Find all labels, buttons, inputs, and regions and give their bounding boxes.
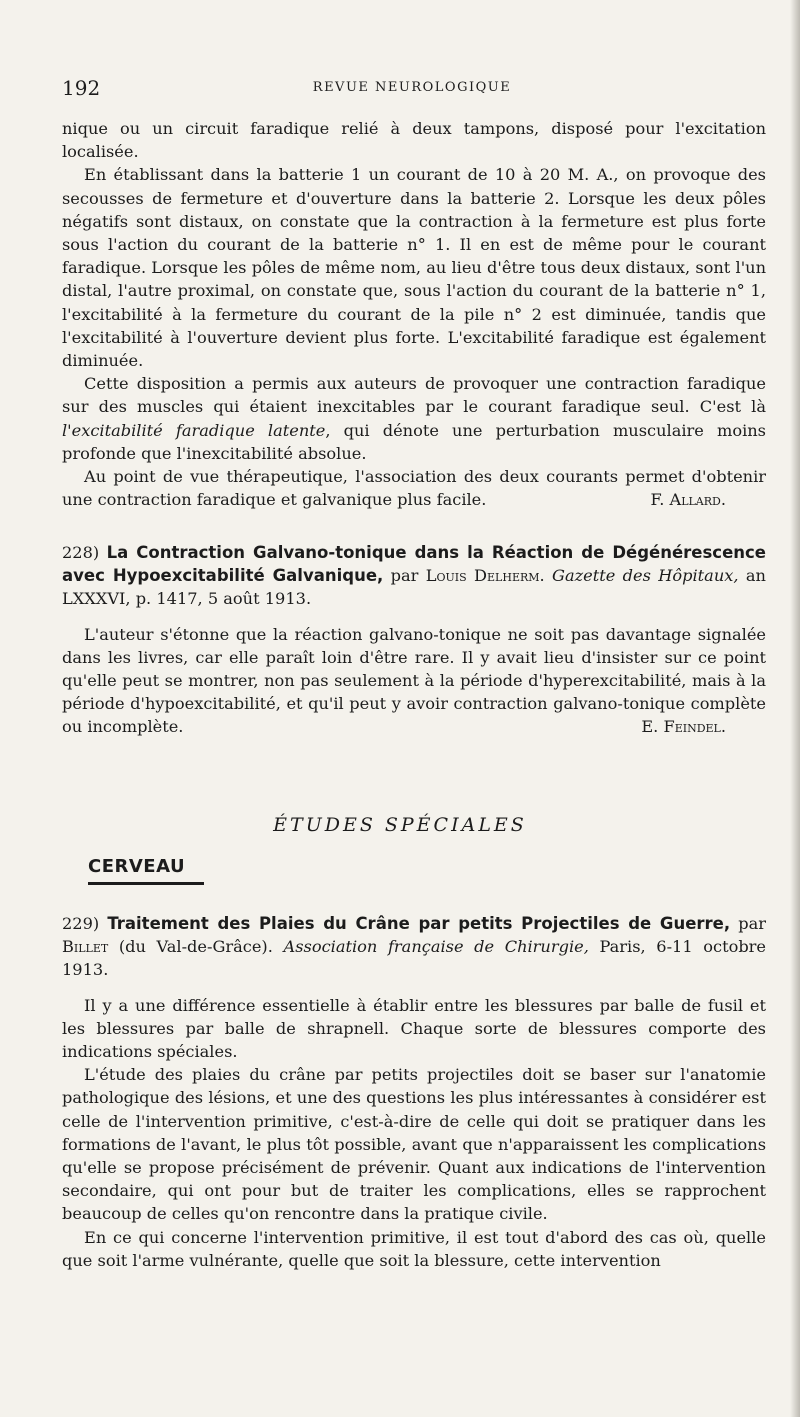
- paragraph: [62, 465, 766, 511]
- paragraph-text: Cette disposition a permis aux auteurs de provoquer une contraction faradique sur des muscles qui étaient inexcitables par le courant faradique seul. C'est là: [62, 374, 766, 417]
- author-affiliation: (du Val-de-Grâce).: [118, 937, 273, 957]
- article-reference: Paris, 6-11 octobre 1913.: [62, 937, 767, 980]
- paragraph: [62, 372, 766, 465]
- paragraph: [62, 623, 766, 739]
- article-reference: an LXXXVI, p. 1417, 5 août 1913.: [62, 566, 766, 609]
- page-edge-shadow: [790, 0, 800, 1417]
- previous-article-continuation: [62, 117, 766, 511]
- article-title: Traitement des Plaies du Crâne par petits Projectiles de Guerre,: [107, 914, 731, 933]
- article-journal: Association française de Chirurgie,: [283, 937, 589, 957]
- paragraph: L'étude des plaies du crâne par petits projectiles doit se baser sur l'anatomie pathologique des lésions, et une des questions les plus intéressantes à considérer est celle de l'intervention primitive, c'est-à-dire de celle qui doit se pratiquer dans les formations de l'avant, le plus tôt possible, avant que n'apparaissent les complications qu'elle se propose précisément de prévenir. Quant aux indications de l'intervention secondaire, qui ont pour but de traiter les complications, elles se rapprochent beaucoup de celles qu'on rencontre dans la pratique civile.: [62, 1065, 766, 1224]
- article-author: Billet: [62, 937, 109, 957]
- section-title: ÉTUDES SPÉCIALES: [273, 814, 527, 836]
- article-heading: [62, 912, 766, 982]
- article-228: [62, 541, 766, 739]
- paragraph-text: L'auteur s'étonne que la réaction galvano-tonique ne soit pas davantage signalée dans les livres, car elle paraît loin d'être rare. Il y avait lieu d'insister sur ce point qu'elle peut se montrer, non pas seulement à la période d'hyperexcitabilité, mais à la période d'hypoexcitabilité, et qu'il peut y avoir contraction galvano-tonique complète ou incomplète.: [62, 624, 766, 737]
- paragraph-text: , qui dénote une perturbation musculaire moins profonde que l'inexcitabilité absolue.: [62, 420, 766, 463]
- article-heading: [62, 541, 766, 611]
- section-subtitle: CERVEAU: [88, 856, 186, 877]
- by-word: par: [390, 566, 419, 586]
- author-signature: F. Allard.: [650, 490, 726, 510]
- article-number: 228): [62, 543, 100, 562]
- article-229: [62, 912, 766, 1272]
- paragraph: nique ou un circuit faradique relié à deux tampons, disposé pour l'excitation localisée.: [62, 119, 766, 162]
- paragraph: Il y a une différence essentielle à établir entre les blessures par balle de fusil et les blessures par balle de shrapnell. Chaque sorte de blessures comporte des indications spéciales.: [62, 995, 766, 1062]
- section-underline: [88, 882, 204, 885]
- article-journal: Gazette des Hôpitaux,: [552, 566, 739, 586]
- article-title: La Contraction Galvano-tonique dans la Réaction de Dégénérescence avec Hypoexcitabilité Galvanique,: [62, 543, 766, 586]
- author-signature: E. Feindel.: [641, 717, 726, 737]
- italic-term: l'excitabilité faradique latente: [62, 420, 326, 440]
- article-author: Louis Delherm.: [425, 566, 545, 586]
- running-header: [62, 76, 762, 100]
- paragraph-text: Au point de vue thérapeutique, l'association des deux courants permet d'obtenir une contraction faradique et galvanique plus facile.: [62, 467, 766, 510]
- journal-title: REVUE NEUROLOGIQUE: [312, 80, 512, 95]
- by-word: par: [738, 914, 766, 933]
- page-number: 192: [62, 76, 101, 100]
- article-number: 229): [62, 914, 100, 933]
- paragraph: En ce qui concerne l'intervention primitive, il est tout d'abord des cas où, quelle que soit l'arme vulnérante, quelle que soit la blessure, cette intervention: [62, 1227, 766, 1270]
- paragraph: En établissant dans la batterie 1 un courant de 10 à 20 M. A., on provoque des secousses de fermeture et d'ouverture dans la batterie 2. Lorsque les deux pôles négatifs sont distaux, on constate que la contraction à la fermeture est plus forte sous l'action du courant de la batterie n° 1. Il en est de même pour le courant faradique. Lorsque les pôles de même nom, au lieu d'être tous deux distaux, sont l'un distal, l'autre proximal, on constate que, sous l'action du courant de la batterie n° 1, l'excitabilité à la fermeture du courant de la pile n° 2 est diminuée, tandis que l'excitabilité à l'ouverture devient plus forte. L'excitabilité faradique est également diminuée.: [62, 165, 766, 371]
